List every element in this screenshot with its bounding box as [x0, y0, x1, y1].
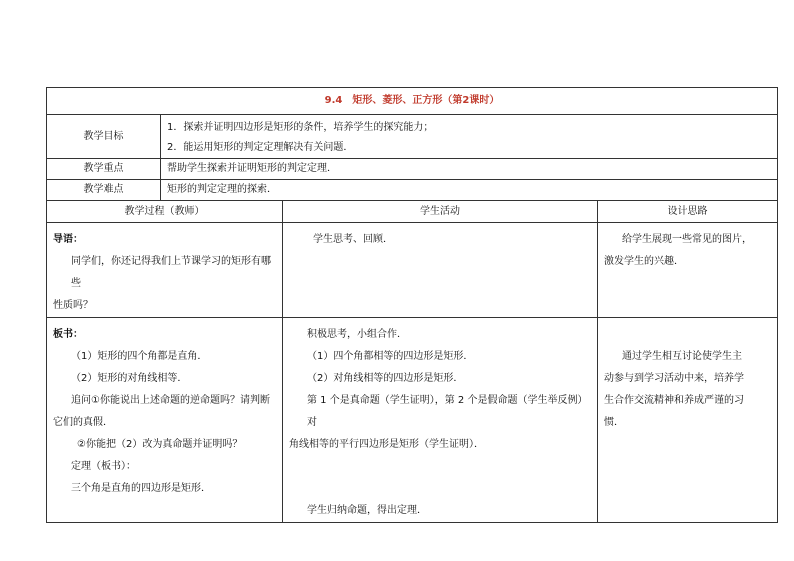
intro-teacher-cell: [47, 223, 283, 318]
objectives-content: [161, 115, 778, 159]
teacher-header: 教学过程（教师）: [47, 201, 283, 223]
board-student-line: 学生归纳命题，得出定理．: [307, 505, 427, 516]
board-teacher-line: 定理（板书）：: [71, 461, 136, 472]
objective-item: 2．能运用矩形的判定定理解决有关问题．: [167, 142, 354, 153]
title-row: [47, 88, 778, 115]
difficulty-text: 矩形的判定定理的探索．: [161, 180, 778, 201]
board-design-line: 通过学生相互讨论使学生主: [622, 351, 742, 362]
board-teacher-line: （2）矩形的对角线相等．: [71, 373, 188, 384]
difficulty-row: [47, 180, 778, 201]
objectives-row: [47, 115, 778, 159]
intro-student-cell: [283, 223, 598, 318]
board-student-line: 第 1 个是真命题（学生证明），第 2 个是假命题（学生举反例）对: [307, 395, 588, 428]
board-teacher-line: 追问①你能说出上述命题的逆命题吗？请判断: [71, 395, 270, 406]
header-row: [47, 201, 778, 223]
spacer: [289, 478, 591, 500]
board-design-line: 生合作交流精神和养成严谨的习: [604, 395, 744, 406]
board-teacher-line: ②你能把（2）改为真命题并证明吗？: [77, 439, 243, 450]
spacer: [604, 324, 771, 346]
lesson-title: 9.4 矩形、菱形、正方形（第2课时）: [47, 88, 778, 115]
design-header: 设计思路: [598, 201, 778, 223]
board-teacher-line: 三个角是直角的四边形是矩形．: [71, 483, 211, 494]
intro-design-line: 激发学生的兴趣．: [604, 256, 684, 267]
student-header: 学生活动: [283, 201, 598, 223]
lesson-plan-table: [46, 87, 778, 523]
board-student-cell: [283, 318, 598, 523]
board-student-line: 积极思考，小组合作．: [307, 329, 407, 340]
board-design-cell: [598, 318, 778, 523]
board-row: [47, 318, 778, 523]
board-student-line: （1）四个角都相等的四边形是矩形．: [307, 351, 474, 362]
spacer: [289, 456, 591, 478]
intro-heading: 导语：: [53, 234, 83, 245]
difficulty-label: 教学难点: [47, 180, 161, 201]
intro-row: [47, 223, 778, 318]
intro-student-text: 学生思考、回顾．: [313, 234, 393, 245]
board-teacher-cell: [47, 318, 283, 523]
intro-design-cell: [598, 223, 778, 318]
board-teacher-line: 它们的真假．: [53, 417, 113, 428]
board-student-line: 角线相等的平行四边形是矩形（学生证明）．: [289, 439, 484, 450]
key-point-row: [47, 159, 778, 180]
intro-teacher-line: 同学们，你还记得我们上节课学习的矩形有哪些: [71, 256, 271, 289]
intro-teacher-line: 性质吗？: [53, 300, 93, 311]
intro-design-line: 给学生展现一些常见的图片，: [622, 234, 752, 245]
objective-item: 1．探索并证明四边形是矩形的条件，培养学生的探究能力；: [167, 122, 434, 133]
board-student-line: （2）对角线相等的四边形是矩形．: [307, 373, 464, 384]
board-teacher-line: （1）矩形的四个角都是直角．: [71, 351, 208, 362]
key-point-label: 教学重点: [47, 159, 161, 180]
key-point-text: 帮助学生探索并证明矩形的判定定理．: [161, 159, 778, 180]
board-design-line: 惯．: [604, 417, 624, 428]
board-heading: 板书：: [53, 329, 83, 340]
board-design-line: 动参与到学习活动中来，培养学: [604, 373, 744, 384]
objectives-label: 教学目标: [47, 115, 161, 159]
